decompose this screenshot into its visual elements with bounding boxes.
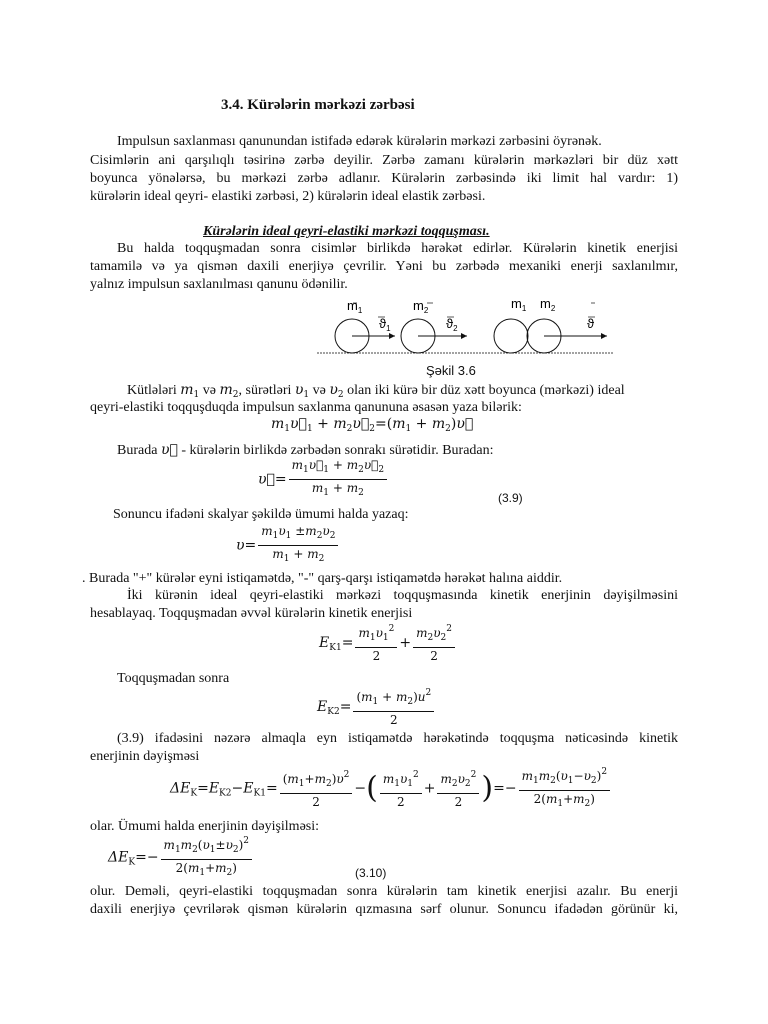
equation-energy-before: $E_{K1}=$ $\frac{m_1\upsilon_1^2}{2}$ + $\frac{m_2\upsilon_2^2}{2}$ (319, 622, 457, 664)
label-v1: $ϑ_1$ (379, 316, 391, 333)
para4-line-2: enerjinin dəyişməsi (90, 749, 200, 764)
para5-line-1: olur. Deməli, qeyri-elastiki toqquşmadan sonra kürələrin tam kinetik enerjisi azalır. Bu enerji (90, 884, 678, 899)
scalar-text: Sonuncu ifadəni skalyar şəkildə ümumi halda yazaq: (113, 507, 409, 522)
para1-line-1: Bu halda toqquşmadan sonra cisimlər birlikdə hərəkət edirlər. Kürələrin kinetik enerjisi (117, 241, 678, 256)
equation-energy-after: $E_{K2}=$ $\frac{(m_1 + m_2)u^2}{2}$ (317, 686, 436, 728)
after-text: Toqquşmadan sonra (117, 671, 230, 686)
para1-line-2: tamamilə və ya qismən daxili enerjiyə çevrilir. Yəni bu zərbədə mexaniki enerji saxlanılmır, (90, 259, 678, 274)
equation-3-10: $\Delta E_K=-$ $\frac{m_1m_2(\upsilon_1\pm\upsilon_2)^2}{2(m_1+m_2)}$ (108, 834, 254, 881)
label-m2: $m_2$ (413, 298, 429, 315)
momentum-equation: $m_1\upsilon⃗_1$ + $m_2\upsilon⃗_2=(m_1$ + $m_2)\upsilon⃗$ (271, 416, 474, 434)
label-m1: $m_1$ (347, 298, 363, 315)
para2-line-2: qeyri-elastiki toqquşduqda impulsun saxlanma qanununa əsasən yaza bilərik: (90, 400, 522, 415)
intro-line-2: Cisimlərin ani qarşılıqlı təsirinə zərbə deyilir. Zərbə zamanı kürələrin mərkəzləri bir düz xətt (90, 153, 678, 168)
para1-line-3: yalnız impulsun saxlanılması qanunu ödənilir. (90, 277, 348, 292)
label-v2: $ϑ_2$ (446, 316, 458, 333)
label-m2-after: $m_2$ (540, 296, 556, 313)
intro-line-4: kürələrin ideal qeyri- elastiki zərbəsi, 2) kürələrin ideal elastik zərbəsi. (90, 189, 486, 204)
section-heading: 3.4. Kürələrin mərkəzi zərbəsi (221, 97, 415, 113)
label-m1-after: $m_1$ (511, 296, 527, 313)
label-v-common: ϑ (587, 316, 595, 331)
ball-1-after (494, 319, 528, 353)
equation-3-9-vector: υ⃗= $\frac{m_1\upsilon⃗_1 + m_2\upsilon⃗_2}{m_1 + m_2}$ (258, 458, 389, 501)
subheading: Kürələrin ideal qeyri-elastiki mərkəzi toqquşması. (203, 224, 490, 239)
equation-number-3-9: (3.9) (498, 491, 523, 505)
burada-line: Burada υ⃗ - kürələrin birlikdə zərbədən sonrakı sürətidir. Buradan: (117, 442, 494, 458)
para5-line-2: daxili enerjiyə çevrilərək qismən kürələrin qızmasına sərf olunur. Sonuncu ifadədən görünür ki, (90, 902, 678, 917)
para2-line-1: Kütlələri $m_1$ və $m_2$, sürətləri $\upsilon_1$ və $\upsilon_2$ olan iki kürə bir düz xətt boyunca (mərkəzi) ideal (127, 382, 625, 400)
para3-line-2: hesablayaq. Toqquşmadan əvvəl kürələrin kinetik enerjisi (90, 606, 413, 621)
figure-caption: Şəkil 3.6 (426, 363, 476, 378)
sign-text: . Burada "+" kürələr eyni istiqamətdə, "-" qarş-qarşı istiqamətdə hərəkət halına aiddir. (82, 571, 563, 586)
intro-line-3: boyunca yönələrsə, bu mərkəzi zərbə adlanır. Kürələrin zərbəsində iki limit hal vardır: 1) (90, 171, 678, 186)
equation-energy-change: $\Delta E_K=E_{K2}-E_{K1}=$ $\frac{(m_1+m_2)\upsilon^2}{2}$ −( $\frac{m_1\upsilon_1^2}{2}$ + $\frac{m_2\upsilon_2^2}{2}$ )=− $\frac{m_1m_2(\upsilon_1-\upsilon_2)^2}{2(m_1+m_2)}$ (170, 765, 612, 812)
para4-line-1: (3.9) ifadəsini nəzərə almaqla eyn istiqamətdə hərəkətində toqquşma nəticəsində kinetik (117, 731, 678, 746)
equation-scalar: υ= $\frac{m_1\upsilon_1 \pm m_2\upsilon_2}{m_1 + m_2}$ (236, 524, 340, 567)
collision-figure (315, 290, 615, 362)
intro-line-1: Impulsun saxlanması qanunundan istifadə edərək kürələrin mərkəzi zərbəsini öyrənək. (117, 134, 602, 149)
equation-number-3-10: (3.10) (355, 866, 387, 880)
para3-line-1: İki kürənin ideal qeyri-elastiki mərkəzi toqquşmasında kinetik enerjinin dəyişilməsini (127, 588, 678, 603)
olar-text: olar. Ümumi halda enerjinin dəyişilməsi: (90, 819, 320, 834)
